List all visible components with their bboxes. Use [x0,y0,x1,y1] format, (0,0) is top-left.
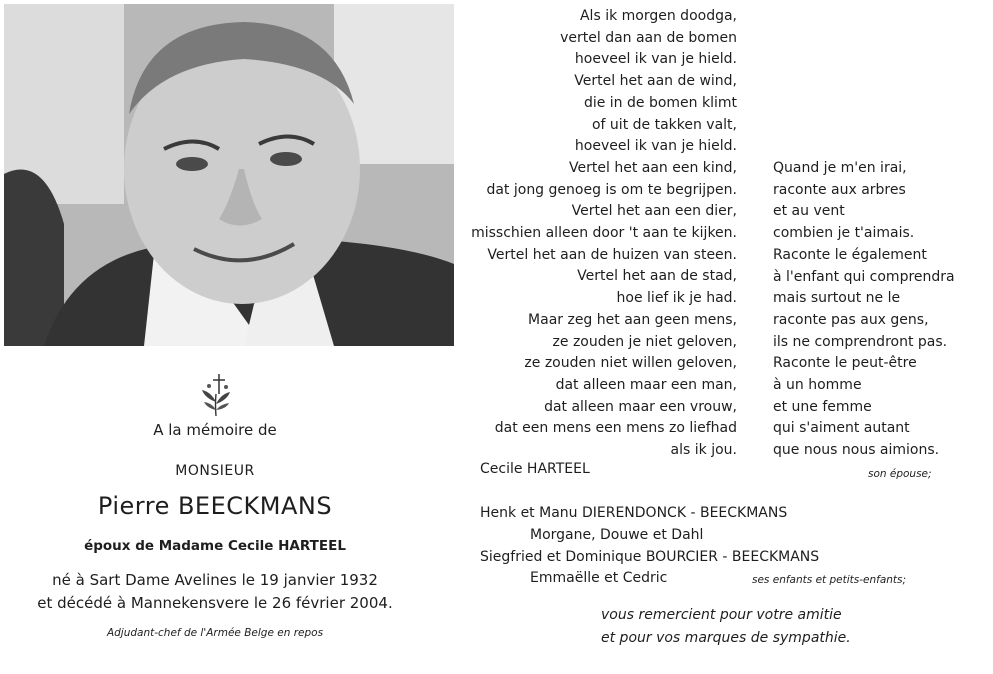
poem-line: Maar zeg het aan geen mens, [528,311,737,328]
poem-line: raconte aux arbres [773,181,906,198]
cross-flower-icon [199,372,233,418]
poem-line: raconte pas aux gens, [773,311,929,328]
poem-line: dat jong genoeg is om te begrijpen. [486,181,737,198]
poem-line: Quand je m'en irai, [773,160,907,176]
dates-block [30,569,400,615]
deceased-name: Pierre BEECKMANS [97,492,333,520]
poem-line: et une femme [773,398,872,415]
birth-line: né à Sart Dame Avelines le 19 janvier 1932 [52,571,378,589]
poem-line: qui s'aiment autant [773,420,910,437]
poem-line: vertel dan aan de bomen [560,29,737,46]
poem-line: die in de bomen klimt [583,94,737,111]
poem-line: Als ik morgen doodga, [579,8,737,24]
poem-line: als ik jou. [670,442,737,459]
poem-line: combien je t'aimais. [773,225,915,242]
poem-line: à l'enfant qui comprendra [773,268,955,285]
poem-line: Raconte le peut-être [773,355,917,372]
poem-line: ze zouden je niet geloven, [552,333,737,350]
poem-line: dat alleen maar een man, [555,376,737,393]
poem-line: que nous nous aimions. [773,442,940,459]
poem-line: mais surtout ne le [773,290,901,307]
rank-text: Adjudant-chef de l'Armée Belge en repos [106,627,324,639]
poem-line: Vertel het aan de wind, [574,73,737,90]
poem-line: dat een mens een mens zo liefhad [494,420,737,437]
family-line: Henk et Manu DIERENDONCK - BEECKMANS [480,505,788,521]
poem-line: à un homme [773,377,862,394]
poem-line: hoe lief ik je had. [616,290,737,307]
poem-line: dat alleen maar een vrouw, [544,398,737,415]
spouse-name: Cecile HARTEEL [480,461,590,477]
spouse-label: son épouse; [868,468,932,480]
thanks-line: et pour vos marques de sympathie. [601,630,851,646]
memoire-text: A la mémoire de [153,421,277,439]
poem-line: Raconte le également [773,246,927,263]
poem-line: hoeveel ik van je hield. [574,51,737,68]
portrait-photo [4,4,454,346]
spouse-line: époux de Madame Cecile HARTEEL [84,538,346,554]
poem-line: hoeveel ik van je hield. [574,138,737,155]
thanks-line: vous remercient pour votre amitie [601,607,842,623]
title-text: MONSIEUR [175,463,255,479]
children-label: ses enfants et petits-enfants; [752,574,907,586]
thanks-block [601,604,851,650]
poem-line: of uit de takken valt, [591,116,737,133]
poem-line: misschien alleen door 't aan te kijken. [471,225,737,242]
poem-line: Vertel het aan een dier, [571,203,737,220]
portrait-illustration [4,4,454,346]
poem-line: et au vent [773,203,845,220]
poem-dutch [471,6,737,462]
family-line: Emmaëlle et Cedric [530,570,668,586]
poem-line: ils ne comprendront pas. [773,333,948,350]
poem-line: Vertel het aan een kind, [569,159,737,176]
family-line: Morgane, Douwe et Dahl [530,527,704,543]
poem-line: ze zouden niet willen geloven, [524,355,737,372]
poem-french [773,158,955,462]
poem-line: Vertel het aan de huizen van steen. [487,246,737,263]
family-line: Siegfried et Dominique BOURCIER - BEECKMANS [480,549,820,565]
death-line: et décédé à Mannekensvere le 26 février 2004. [37,594,393,612]
poem-line: Vertel het aan de stad, [577,268,737,285]
